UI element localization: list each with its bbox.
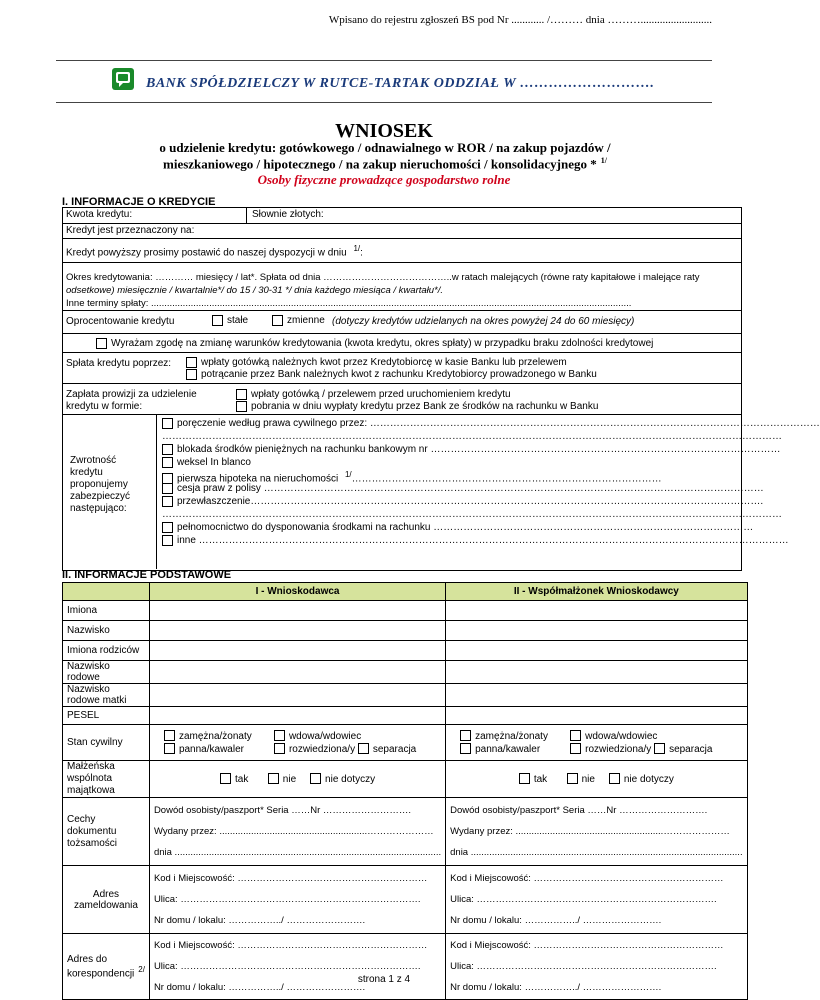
civil-status-cell <box>149 725 445 761</box>
interest-note: (dotyczy kredytów udzielanych na okres powyżej 24 do 60 miesięcy) <box>332 316 635 327</box>
register-line: Wpisano do rejestru zgłoszeń BS pod Nr ............ /……… dnia ……….......................... <box>328 14 712 26</box>
input-cell[interactable] <box>446 661 747 684</box>
purpose-label: Kredyt jest przeznaczony na: <box>66 225 195 236</box>
page-title: WNIOSEK <box>335 120 433 142</box>
checkbox[interactable] <box>460 743 471 754</box>
fee-opt1[interactable]: wpłaty gotówką / przelewem przed uruchomieniem kredytu <box>236 389 511 400</box>
property-yes[interactable]: tak <box>220 774 248 785</box>
checkbox[interactable] <box>274 730 285 741</box>
checkbox[interactable] <box>358 743 369 754</box>
checkbox[interactable] <box>162 457 173 468</box>
input-cell[interactable] <box>149 601 445 621</box>
civil-divorced[interactable]: rozwiedziona/y <box>274 744 355 755</box>
checkbox[interactable] <box>162 522 173 533</box>
checkbox[interactable] <box>186 369 197 380</box>
address-cell[interactable]: Kod i Miejscowość: …………………………………………………… Ulica: …………………………………………………………………. Nr domu / lokalu: ……………../ ……………………. <box>149 934 445 1000</box>
checkbox[interactable] <box>162 444 173 455</box>
security-item-5[interactable]: pierwsza hipoteka na nieruchomości $^{1/}$………………………………………………………………………………… <box>162 470 662 484</box>
col-applicant: I - Wnioskodawca <box>149 583 445 601</box>
civil-single[interactable]: panna/kawaler <box>164 744 244 755</box>
row-label: Imiona <box>63 601 150 621</box>
checkbox[interactable] <box>268 773 279 784</box>
repayment-opt1[interactable]: wpłaty gotówką należnych kwot przez Kredytobiorcę w kasie Banku lub przelewem <box>186 357 567 368</box>
property-na[interactable]: nie dotyczy <box>609 774 674 785</box>
subtitle-line-2: mieszkaniowego / hipotecznego / na zakup nieruchomości / konsolidacyjnego * $^{1/}$ <box>163 156 607 172</box>
basic-info-table <box>62 582 748 1000</box>
col-spouse: II - Współmałżonek Wnioskodawcy <box>446 583 747 601</box>
security-item-7[interactable]: przewłaszczenie………………………………………………………………………………………………………………………………………. <box>162 496 736 507</box>
divider <box>56 60 712 61</box>
security-item-1[interactable]: poręczenie według prawa cywilnego przez: ……………………………………………………………………………………………………………………… <box>162 418 736 429</box>
subtitle-line-1: o udzielenie kredytu: gotówkowego / odnawialnego w ROR / na zakup pojazdów / <box>159 140 611 155</box>
interest-label: Oprocentowanie kredytu <box>66 316 175 327</box>
checkbox[interactable] <box>212 315 223 326</box>
checkbox[interactable] <box>186 357 197 368</box>
period-line-3: Inne terminy spłaty: ...................................................................................................................................................................................... <box>66 298 632 309</box>
interest-variable[interactable]: zmienne <box>272 315 325 326</box>
civil-widowed[interactable]: wdowa/wdowiec <box>274 731 361 742</box>
row-label: Stan cywilny <box>63 725 150 761</box>
property-no[interactable]: nie <box>567 774 595 785</box>
fee-label-1: Zapłata prowizji za udzielenie <box>66 389 197 400</box>
property-yes[interactable]: tak <box>519 774 547 785</box>
period-line-2: odsetkowe) miesięcznie / kwartalnie*/ do 15 / 30-31 */ dnia każdego miesiąca / kwartału*/. <box>66 285 444 296</box>
checkbox[interactable] <box>162 496 173 507</box>
checkbox[interactable] <box>570 743 581 754</box>
property-cell <box>446 761 747 798</box>
bank-name: BANK SPÓŁDZIELCZY W RUTCE-TARTAK ODDZIAŁ W ………………………. <box>146 76 655 91</box>
civil-single[interactable]: panna/kawaler <box>460 744 540 755</box>
period-line-1: Okres kredytowania: ………… miesięcy / lat*. Spłata od dnia …………………………………..w ratach malejących (równe raty kapitałowe i malejące raty <box>66 272 700 283</box>
input-cell[interactable] <box>446 641 747 661</box>
input-cell[interactable] <box>446 707 747 725</box>
input-cell[interactable] <box>149 684 445 707</box>
checkbox[interactable] <box>272 315 283 326</box>
input-cell[interactable] <box>446 684 747 707</box>
address-cell[interactable]: Kod i Miejscowość: …………………………………………………… Ulica: …………………………………………………………………. Nr domu / lokalu: ……………../ ……………………. <box>149 866 445 934</box>
checkbox[interactable] <box>310 773 321 784</box>
availability-label: Kredyt powyższy prosimy postawić do naszej dyspozycji w dniu $^{1/}$: <box>66 244 363 259</box>
divider <box>56 102 712 103</box>
property-na[interactable]: nie dotyczy <box>310 774 375 785</box>
security-item-8: …………………………………………………………………………………………………………………………………………………………………… <box>162 509 782 520</box>
checkbox[interactable] <box>570 730 581 741</box>
repayment-label: Spłata kredytu poprzez: <box>66 358 172 369</box>
address-cell[interactable]: Kod i Miejscowość: …………………………………………………… Ulica: …………………………………………………………………. Nr domu / lokalu: ……………../ ……………………. <box>446 934 747 1000</box>
input-cell[interactable] <box>149 641 445 661</box>
row-label: Adres zameldowania <box>63 866 150 934</box>
checkbox[interactable] <box>96 338 107 349</box>
checkbox[interactable] <box>236 389 247 400</box>
row-label: Cechy dokumentu tożsamości <box>63 798 150 866</box>
section1-heading: I. INFORMACJE O KREDYCIE <box>62 196 216 208</box>
checkbox[interactable] <box>654 743 665 754</box>
checkbox[interactable] <box>567 773 578 784</box>
security-item-2: …………………………………………………………………………………………………………………………………………………………………… <box>162 431 782 442</box>
row-label: Imiona rodziców <box>63 641 150 661</box>
row-label: Nazwisko <box>63 621 150 641</box>
amount-label: Kwota kredytu: <box>66 209 133 220</box>
row-label: Nazwisko rodowe <box>63 661 150 684</box>
id-doc-cell[interactable]: Dowód osobisty/paszport* Seria ……Nr ………………………. Wydany przez: ........................................................………………… dnia ..................................................................................................... <box>149 798 445 866</box>
row-label: Nazwisko rodowe matki <box>63 684 150 707</box>
security-item-9[interactable]: pełnomocnictwo do dysponowania środkami na rachunku …………………………………………………………………………………… <box>162 522 736 533</box>
property-no[interactable]: nie <box>268 774 296 785</box>
checkbox[interactable] <box>274 743 285 754</box>
checkbox[interactable] <box>220 773 231 784</box>
security-item-6[interactable]: cesja praw z polisy …………………………………………………………………………………………………………………………………… <box>162 483 736 494</box>
civil-married[interactable]: zamężna/żonaty <box>460 731 548 742</box>
checkbox[interactable] <box>164 730 175 741</box>
row-label: PESEL <box>63 707 150 725</box>
checkbox[interactable] <box>162 483 173 494</box>
civil-widowed[interactable]: wdowa/wdowiec <box>570 731 657 742</box>
audience-label: Osoby fizyczne prowadzące gospodarstwo rolne <box>257 172 511 187</box>
checkbox[interactable] <box>519 773 530 784</box>
civil-separation[interactable]: separacja <box>654 744 712 755</box>
civil-status-cell <box>446 725 747 761</box>
row-label: Małżeńska wspólnota majątkowa <box>63 761 150 798</box>
security-label: Zwrotność kredytu proponujemy zabezpieczyć następująco: <box>70 455 131 514</box>
id-doc-cell[interactable]: Dowód osobisty/paszport* Seria ……Nr ………………………. Wydany przez: ........................................................………………… dnia ....................................................................................................... <box>446 798 747 866</box>
checkbox[interactable] <box>609 773 620 784</box>
bank-logo-icon <box>112 68 134 90</box>
page-number: strona 1 z 4 <box>357 974 411 985</box>
security-item-4[interactable]: weksel In blanco <box>162 457 251 468</box>
civil-divorced[interactable]: rozwiedziona/y <box>570 744 651 755</box>
address-cell[interactable]: Kod i Miejscowość: …………………………………………………… Ulica: …………………………………………………………………. Nr domu / lokalu: ……………../ ……………………. <box>446 866 747 934</box>
civil-separation[interactable]: separacja <box>358 744 416 755</box>
interest-fixed[interactable]: stałe <box>212 315 248 326</box>
input-cell[interactable] <box>446 601 747 621</box>
input-cell[interactable] <box>446 621 747 641</box>
input-cell[interactable] <box>149 661 445 684</box>
checkbox[interactable] <box>162 418 173 429</box>
security-item-3[interactable]: blokada środków pieniężnych na rachunku bankowym nr …………………………………………………………………………………………… <box>162 444 736 455</box>
checkbox[interactable] <box>460 730 471 741</box>
input-cell[interactable] <box>149 707 445 725</box>
civil-married[interactable]: zamężna/żonaty <box>164 731 252 742</box>
amount-words-label: Słownie złotych: <box>252 209 324 220</box>
section2-heading: II. INFORMACJE PODSTAWOWE <box>62 569 232 581</box>
checkbox[interactable] <box>236 401 247 412</box>
consent-checkbox[interactable]: Wyrażam zgodę na zmianę warunków kredytowania (kwota kredytu, okres spłaty) w przypadku braku zdolności kredytowej <box>96 338 653 349</box>
repayment-opt2[interactable]: potrącanie przez Bank należnych kwot z rachunku Kredytobiorcy prowadzonego w Banku <box>186 369 597 380</box>
checkbox[interactable] <box>162 535 173 546</box>
security-item-10[interactable]: inne …………………………………………………………………………………………………………………………………………………………… <box>162 535 736 546</box>
fee-opt2[interactable]: pobrania w dniu wypłaty kredytu przez Bank ze środków na rachunku w Banku <box>236 401 598 412</box>
fee-label-2: kredytu w formie: <box>66 401 143 412</box>
input-cell[interactable] <box>149 621 445 641</box>
row-label: Adres do korespondencji $^{2/}$ <box>63 934 150 1000</box>
property-cell <box>149 761 445 798</box>
checkbox[interactable] <box>164 743 175 754</box>
